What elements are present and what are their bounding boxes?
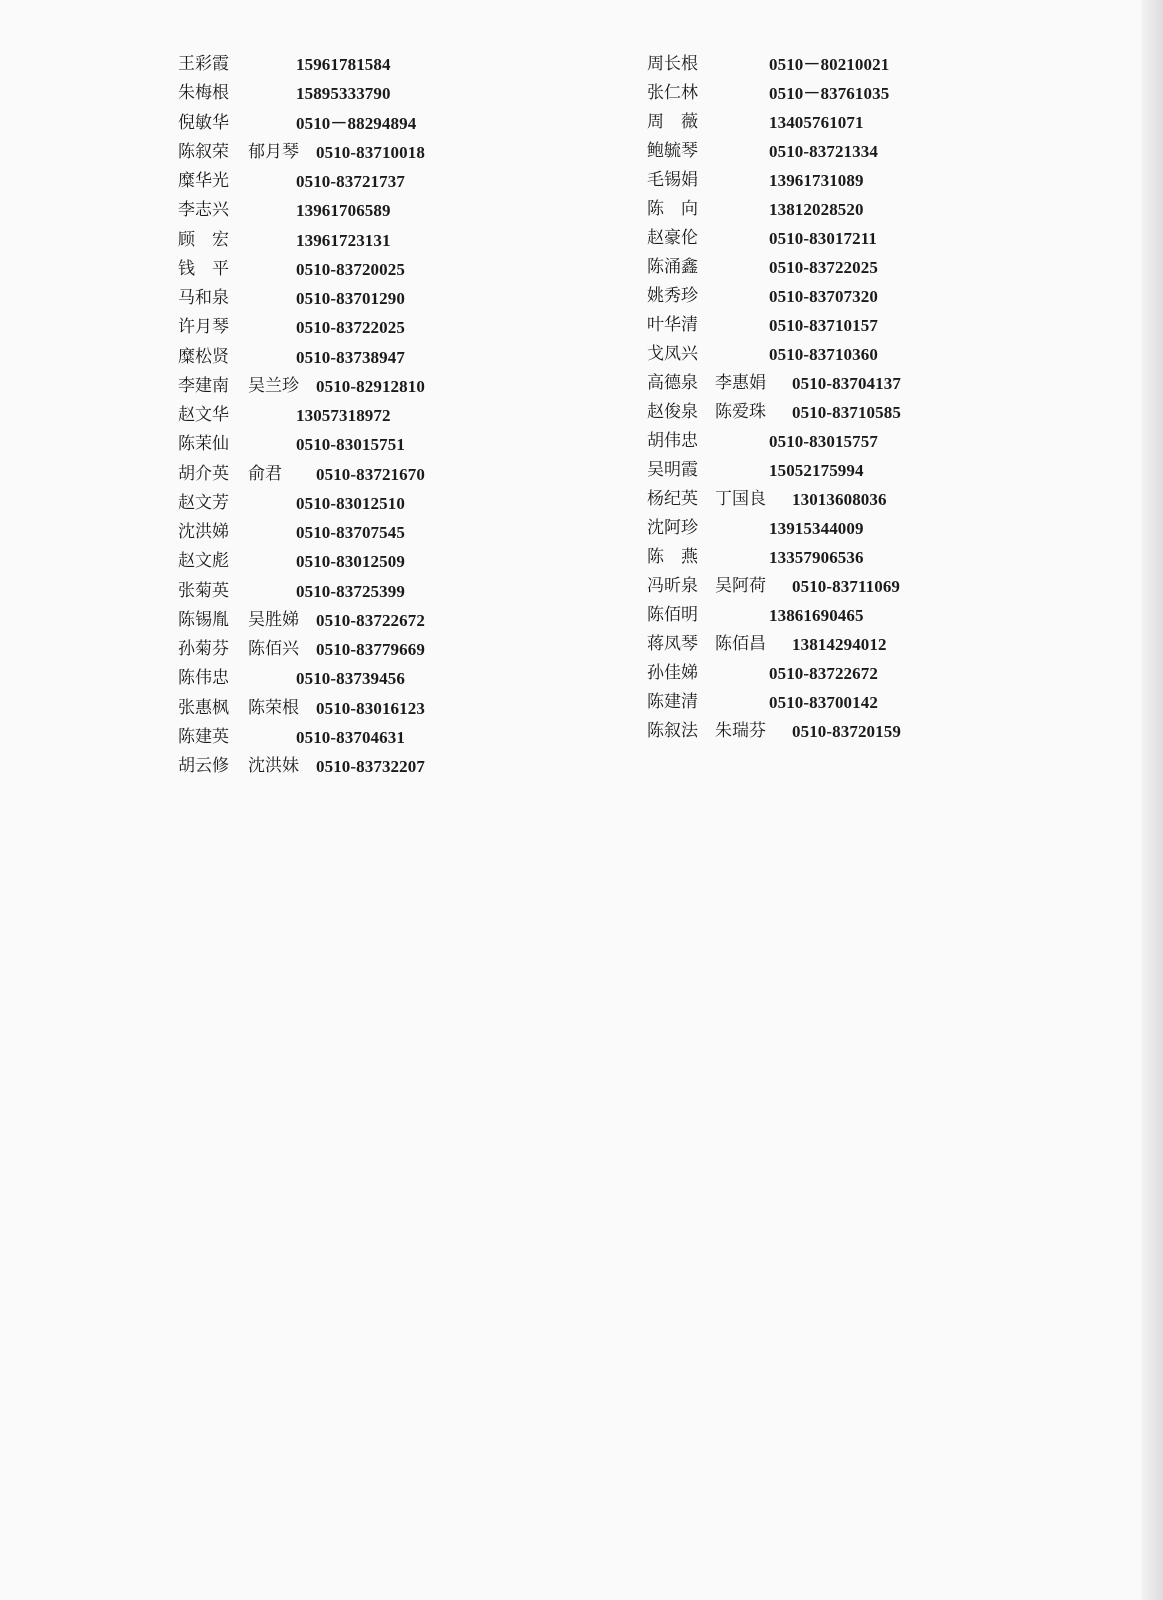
contact-phone: 0510-83711069 [792,577,901,596]
contact-name: 叶华清 [647,315,698,335]
contact-partner-name: 陈佰兴 [248,639,299,659]
contact-phone: 0510-83710360 [769,345,878,364]
contact-partner-name: 沈洪妹 [248,756,299,776]
contact-phone: 13961731089 [769,171,864,190]
contact-name: 陈 向 [647,199,698,219]
contact-name: 鲍毓琴 [647,141,698,161]
contact-name: 陈锡胤 [178,609,229,630]
contact-name: 糜华光 [178,171,229,191]
contact-phone: 0510-83012510 [296,493,405,513]
contact-name: 沈洪娣 [178,522,229,542]
contact-name: 倪敏华 [178,112,229,133]
contact-phone: 15052175994 [769,461,864,480]
contact-name: 李建南 [178,375,229,396]
contact-phone: 0510-83779669 [316,640,425,659]
contact-phone: 0510-83725399 [296,581,405,601]
contact-phone: 0510-83012509 [296,552,405,572]
contact-phone: 13814294012 [792,635,887,654]
contact-phone: 0510-83015757 [769,432,878,451]
contact-phone: 0510-83739456 [296,669,405,689]
contact-name: 许月琴 [178,317,229,338]
contact-name: 周长根 [647,54,698,74]
contact-name: 孙佳娣 [647,663,698,683]
contact-phone: 0510-83707320 [769,287,878,306]
contact-phone: 0510－88294894 [296,113,417,133]
contact-name: 冯昕泉 [647,576,698,596]
contact-name: 陈涌鑫 [647,257,698,277]
contact-name: 赵文芳 [178,492,229,513]
contact-name: 张惠枫 [178,697,229,718]
contact-phone: 13405761071 [769,113,864,132]
contact-name: 陈建清 [647,692,698,712]
contact-name: 张菊英 [178,580,229,601]
contact-phone: 0510-83720025 [296,259,405,279]
contact-partner-name: 俞君 [248,463,282,484]
contact-name: 高德泉 [647,373,698,393]
contact-name: 陈佰明 [647,605,698,625]
contact-name: 陈建英 [178,726,229,747]
contact-phone: 0510-82912810 [316,376,425,396]
contact-partner-name: 朱瑞芬 [715,721,766,741]
contact-phone: 0510-83704137 [792,374,901,393]
contact-name: 赵俊泉 [647,402,698,422]
contact-phone: 15895333790 [296,84,391,104]
contact-name: 陈叙荣 [178,141,229,162]
contact-partner-name: 丁国良 [715,489,766,509]
contact-phone: 0510－83761035 [769,84,890,103]
contact-phone: 0510-83016123 [316,698,425,718]
contact-name: 胡云修 [178,756,229,776]
contact-phone: 0510-83701290 [296,289,405,308]
contact-name: 周 薇 [647,112,698,132]
contact-phone: 0510-83732207 [316,757,425,776]
contact-phone: 0510-83710157 [769,316,878,335]
scan-page-edge [1141,0,1163,1600]
contact-name: 朱梅根 [178,83,229,104]
contact-partner-name: 陈荣根 [248,697,299,718]
contact-name: 赵豪伦 [647,228,698,248]
contact-name: 姚秀珍 [647,286,698,306]
contact-name: 赵文彪 [178,551,229,572]
contact-phone: 0510-83721670 [316,464,425,484]
contact-partner-name: 陈爱珠 [715,402,766,422]
contact-phone: 0510-83700142 [769,693,878,712]
contact-name: 陈茉仙 [178,434,229,455]
contact-partner-name: 李惠娟 [715,373,766,393]
contact-name: 陈伟忠 [178,668,229,689]
contact-phone: 0510-83017211 [769,229,878,248]
contact-phone: 0510-83738947 [296,347,405,367]
contact-partner-name: 吴阿荷 [715,576,766,596]
contact-name: 戈凤兴 [647,344,698,364]
contact-name: 胡伟忠 [647,431,698,451]
contact-phone: 0510-83722025 [296,318,405,338]
contact-name: 钱 平 [178,258,229,279]
contact-name: 顾 宏 [178,229,229,250]
contact-name: 张仁林 [647,83,698,103]
contact-name: 沈阿珍 [647,518,698,538]
contact-phone: 13861690465 [769,606,864,625]
contact-phone: 0510-83710018 [316,142,425,162]
contact-name: 蒋凤琴 [647,634,698,654]
contact-name: 陈 燕 [647,547,698,567]
contact-phone: 0510-83721737 [296,172,405,191]
contact-phone: 13961723131 [296,230,391,250]
contact-phone: 0510-83707545 [296,523,405,542]
contact-phone: 13961706589 [296,201,391,221]
contact-name: 杨纪英 [647,489,698,509]
contact-name: 毛锡娟 [647,170,698,190]
contact-phone: 0510-83721334 [769,142,878,161]
contact-phone: 0510-83720159 [792,722,901,741]
contact-phone: 0510-83710585 [792,403,901,422]
contact-phone: 0510-83015751 [296,435,405,455]
contact-partner-name: 陈佰昌 [715,634,766,654]
contact-name: 王彩霞 [178,54,229,74]
contact-phone: 15961781584 [296,55,391,74]
contact-name: 孙菊芬 [178,639,229,659]
contact-phone: 0510-83704631 [296,727,405,747]
contact-name: 李志兴 [178,200,229,221]
contact-phone: 13915344009 [769,519,864,538]
contact-name: 糜松贤 [178,346,229,367]
contact-name: 陈叙法 [647,721,698,741]
contact-partner-name: 吴兰珍 [248,375,299,396]
contact-phone: 0510-83722672 [316,610,425,630]
contact-name: 胡介英 [178,463,229,484]
contact-phone: 0510-83722025 [769,258,878,277]
contact-phone: 13357906536 [769,548,864,567]
contact-phone: 0510－80210021 [769,55,890,74]
contact-phone: 13812028520 [769,200,864,219]
contact-phone: 13013608036 [792,490,887,509]
contact-name: 吴明霞 [647,460,698,480]
contact-phone: 0510-83722672 [769,664,878,683]
contact-partner-name: 郁月琴 [248,141,299,162]
contact-partner-name: 吴胜娣 [248,609,299,630]
contact-name: 马和泉 [178,288,229,308]
contact-phone: 13057318972 [296,406,391,425]
contact-name: 赵文华 [178,405,229,425]
